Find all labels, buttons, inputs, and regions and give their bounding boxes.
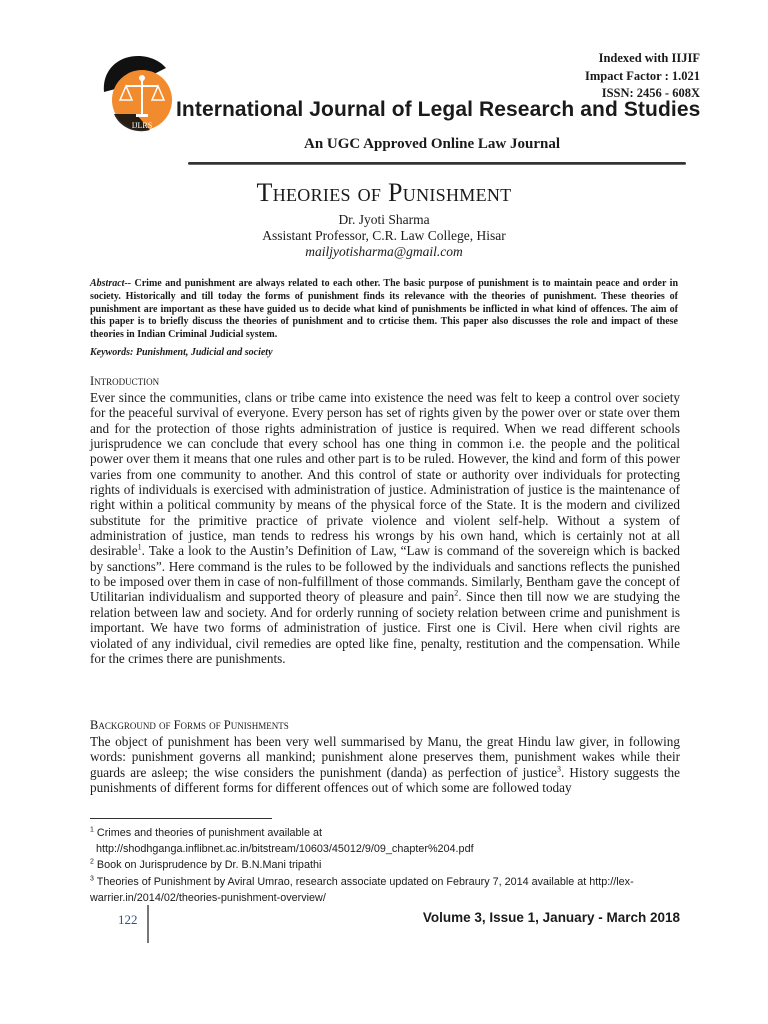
abstract-label: Abstract-- (90, 278, 132, 289)
section-heading-introduction: Introduction (90, 374, 160, 388)
footnote-2: $^2$ Book on Jurisprudence by Dr. B.N.Mani tripathi (90, 858, 322, 871)
header-divider (188, 162, 686, 165)
author-affiliation: Assistant Professor, C.R. Law College, Hisar (262, 228, 506, 243)
background-paragraph: The object of punishment has been very well summarised by Manu, the great Hindu law giver, in following words: punishment governs all mankind; punishment alone preserves them, punishment wakes while their guards are asleep; the wise considers the punishment (danda) as perfection of justice$^3$. History suggests the punishments of different forms for different offences out of which some are followed today (90, 734, 680, 796)
author-name: Dr. Jyoti Sharma (338, 212, 430, 227)
footnote-ref-2[interactable]: 2 (454, 589, 459, 599)
impact-factor: Impact Factor : 1.021 (584, 69, 700, 83)
footnote-ref-3[interactable]: 3 (557, 764, 562, 774)
volume-info: Volume 3, Issue 1, January - March 2018 (422, 910, 680, 925)
page-number: 122 (118, 912, 138, 927)
journal-subtitle: An UGC Approved Online Law Journal (303, 136, 561, 152)
author-email[interactable]: mailjyotisharma@gmail.com (305, 244, 463, 259)
footnote-3-link[interactable]: warrier.in/2014/02/theories-punishment-overview/ (90, 892, 326, 904)
footnote-divider (90, 818, 272, 819)
journal-logo (96, 52, 180, 136)
keywords: Keywords: Punishment, Judicial and society (90, 347, 273, 358)
journal-title: International Journal of Legal Research and Studies (176, 98, 701, 121)
scales-of-justice-icon (96, 52, 180, 136)
section-heading-background: Background of Forms of Punishments (90, 718, 289, 732)
footnote-ref-1[interactable]: 1 (137, 543, 142, 553)
abstract-text: Crime and punishment are always related to each other. The basic purpose of punishment is to maintain peace and order in society. Historically and till today the forms of punishment finds its relevance with the theories of punishment. These theories of punishment are important as these have guided us to decide what kind of punishments be inflicted in what kind of offences. The aim of this paper is to briefly discuss the theories of punishment and to crticise them. This paper also discusses the role and impact of these theories in Indian Criminal Judicial system. (90, 278, 678, 341)
svg-text:IJLRS: IJLRS (131, 121, 153, 130)
paper-title: Theories of Punishment (256, 178, 512, 207)
introduction-paragraph: Ever since the communities, clans or tribe came into existence the need was felt to keep a control over society for the peaceful survival of everyone. Every person has set of rights given by the power over or state over them and for the protection of those rights administration of justice is required. When we read different schools jurisprudence we can conclude that every school has one thing in common i.e. the people and the political power over them it means that one rules and other part is to be ruled. However, the kind and form of this power varies from one community to another. And this control of state or authority over individuals for protecting rights of individuals is exercised with administration of justice. Administration of justice is the maintenance of right within a political community by means of the physical force of the State. It is the modern and civilized substitute for the primitive practice of private violence and violent self-help. Without a system of administration of justice, man tends to redress his wrongs by his own hand, which is certainly not at all desirable$^1$. Take a look to the Austin’s Definition of Law, “Law is command of the sovereign which is backed by sanctions”. Here command is the rules to be followed by the individuals and sanctions reflects the punished to be imposed over them in case of non-fulfillment of those commands. Similarly, Bentham gave the concept of Utilitarian individualism and supported theory of pleasure and pain$^2$. Since then till now we are studying the relation between law and society. And for orderly running of society relation between crime and punishment is important. We have two forms of administration of justice. First one is Civil. Here when civil rights are violated of any individual, civil remedies are opted like fine, penalty, restitution and the compensation. While for the crimes there are punishments. (90, 390, 681, 666)
footnote-1-link[interactable]: http://shodhganga.inflibnet.ac.in/bitstream/10603/45012/9/09_chapter%204.pdf (96, 843, 474, 855)
footnote-3: $^3$ Theories of Punishment by Aviral Umrao, research associate updated on Febraury 7, 2014 available at http://lex- (90, 875, 634, 888)
abstract (90, 278, 678, 342)
footer-divider (147, 905, 149, 943)
indexed-label: Indexed with IIJIF (598, 51, 700, 65)
footnote-1: $^1$ Crimes and theories of punishment available at (90, 826, 322, 839)
issn: ISSN: 2456 - 608X (601, 86, 700, 100)
